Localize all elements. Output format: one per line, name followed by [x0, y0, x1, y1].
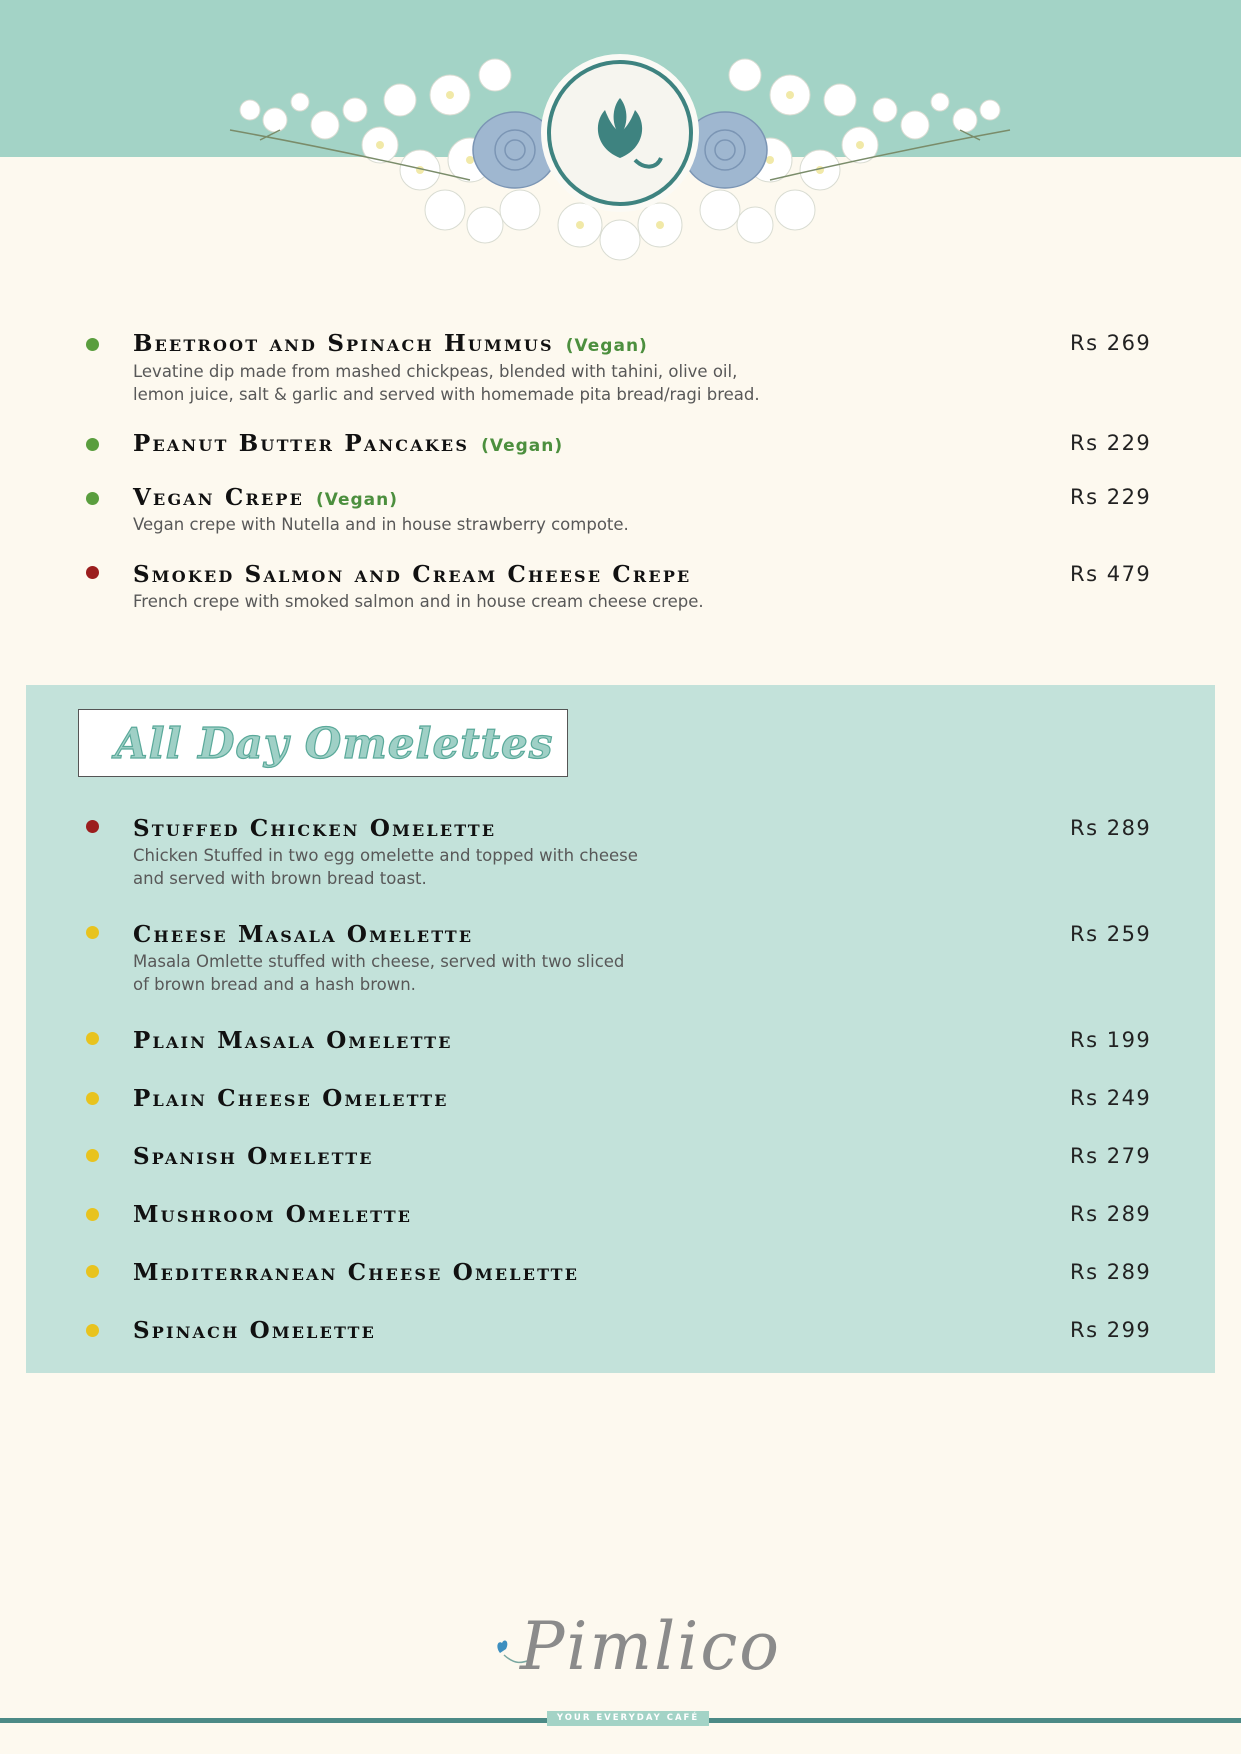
egg-indicator-dot: [86, 1149, 99, 1162]
item-name: Peanut Butter Pancakes (Vegan): [133, 430, 564, 457]
item-description-line: Levatine dip made from mashed chickpeas, blended with tahini, olive oil,: [133, 362, 738, 381]
veg-indicator-dot: [86, 492, 99, 505]
item-name: Plain Masala Omelette: [133, 1027, 453, 1054]
item-description: [133, 513, 773, 536]
item-name: Plain Cheese Omelette: [133, 1085, 449, 1112]
item-description: [133, 590, 773, 613]
section-title: All Day Omelettes: [115, 718, 554, 768]
veg-indicator-dot: [86, 338, 99, 351]
item-name: Mediterranean Cheese Omelette: [133, 1259, 580, 1286]
nonveg-indicator-dot: [86, 820, 99, 833]
item-price: Rs 479: [1070, 562, 1152, 586]
item-name: Smoked Salmon and Cream Cheese Crepe: [133, 561, 692, 588]
egg-indicator-dot: [86, 1208, 99, 1221]
item-price: Rs 289: [1070, 1202, 1152, 1226]
vegan-tag: (Vegan): [565, 336, 648, 356]
item-description: [133, 950, 773, 996]
leaf-bud-icon: [575, 88, 665, 178]
egg-indicator-dot: [86, 1032, 99, 1045]
item-name: Beetroot and Spinach Hummus (Vegan): [133, 330, 648, 357]
cafe-logo: [547, 60, 693, 206]
veg-indicator-dot: [86, 438, 99, 451]
egg-indicator-dot: [86, 1324, 99, 1337]
egg-indicator-dot: [86, 1265, 99, 1278]
item-price: Rs 249: [1070, 1086, 1152, 1110]
item-description-line: Masala Omlette stuffed with cheese, served with two sliced: [133, 952, 625, 971]
vegan-tag: (Vegan): [315, 490, 399, 510]
section-title-box: [78, 709, 568, 777]
item-price: Rs 259: [1070, 922, 1152, 946]
brand-tagline: YOUR EVERYDAY CAFÉ: [547, 1711, 709, 1726]
item-price: Rs 229: [1070, 431, 1152, 455]
item-description: [133, 844, 773, 890]
brand-name: Pimlico: [520, 1608, 782, 1685]
item-price: Rs 289: [1070, 1260, 1152, 1284]
item-name: Mushroom Omelette: [133, 1201, 413, 1228]
item-price: Rs 269: [1070, 331, 1152, 355]
item-name: Vegan Crepe (Vegan): [133, 484, 399, 511]
item-description-line: and served with brown bread toast.: [133, 869, 427, 888]
item-name: Spanish Omelette: [133, 1143, 374, 1170]
vegan-tag: (Vegan): [481, 436, 564, 456]
item-price: Rs 299: [1070, 1318, 1152, 1342]
item-name: Stuffed Chicken Omelette: [133, 815, 497, 842]
item-price: Rs 229: [1070, 485, 1152, 509]
item-description-line: Vegan crepe with Nutella and in house strawberry compote.: [133, 515, 629, 534]
item-price: Rs 199: [1070, 1028, 1152, 1052]
item-name: Cheese Masala Omelette: [133, 921, 474, 948]
item-description-line: of brown bread and a hash brown.: [133, 975, 416, 994]
egg-indicator-dot: [86, 926, 99, 939]
item-name: Spinach Omelette: [133, 1317, 377, 1344]
item-description-line: French crepe with smoked salmon and in house cream cheese crepe.: [133, 592, 704, 611]
item-price: Rs 289: [1070, 816, 1152, 840]
item-description: [133, 360, 773, 406]
item-description-line: Chicken Stuffed in two egg omelette and topped with cheese: [133, 846, 638, 865]
item-price: Rs 279: [1070, 1144, 1152, 1168]
nonveg-indicator-dot: [86, 566, 99, 579]
item-description-line: lemon juice, salt & garlic and served with homemade pita bread/ragi bread.: [133, 385, 760, 404]
egg-indicator-dot: [86, 1092, 99, 1105]
